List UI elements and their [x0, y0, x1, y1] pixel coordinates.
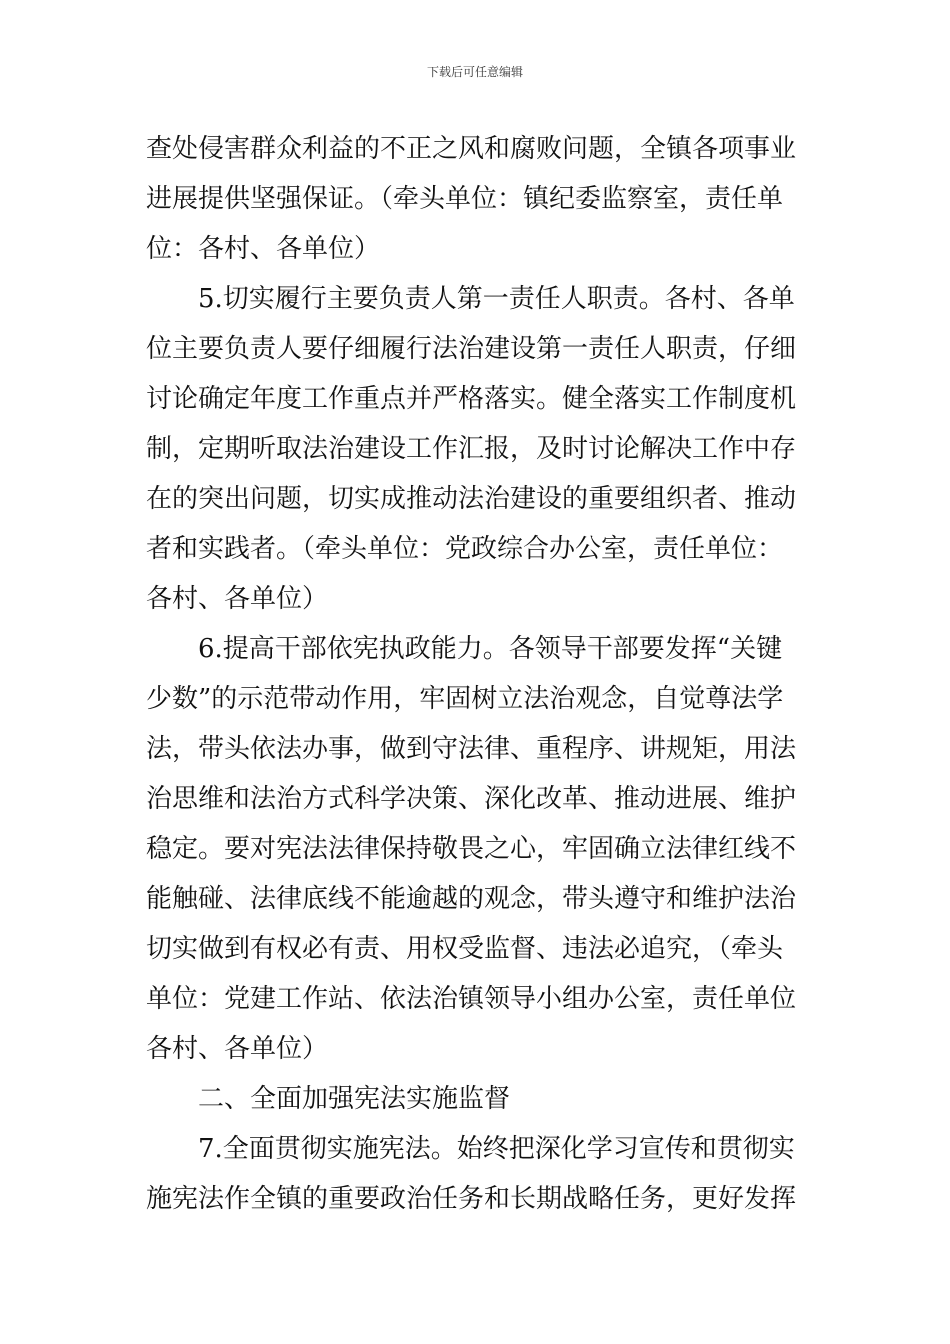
text-line: 稳定。要对宪法法律保持敬畏之心，牢固确立法律红线不	[146, 834, 797, 864]
text-line: 治思维和法治方式科学决策、深化改革、推动进展、维护	[146, 784, 797, 814]
text-line: 位主要负责人要仔细履行法治建设第一责任人职责，仔细	[146, 334, 797, 364]
document-body	[146, 124, 808, 1224]
text-line: 制，定期听取法治建设工作汇报，及时讨论解决工作中存	[146, 434, 797, 464]
text-line: 位：各村、各单位）	[146, 234, 381, 264]
text-line: 法，带头依法办事，做到守法律、重程序、讲规矩，用法	[146, 734, 797, 764]
paragraph-start-item-6: 6.提高干部依宪执政能力。各领导干部要发挥“关键	[198, 634, 783, 664]
text-line: 施宪法作全镇的重要政治任务和长期战略任务，更好发挥	[146, 1184, 797, 1214]
text-line: 者和实践者。（牵头单位：党政综合办公室，责任单位：	[146, 534, 784, 564]
text-line: 少数”的示范带动作用，牢固树立法治观念，自觉尊法学	[146, 684, 784, 714]
text-line: 切实做到有权必有责、用权受监督、违法必追究，（牵头	[146, 934, 784, 964]
text-line: 查处侵害群众利益的不正之风和腐败问题，全镇各项事业	[146, 134, 797, 164]
page-header: 下载后可任意编辑	[426, 65, 523, 79]
section-heading: 二、全面加强宪法实施监督	[198, 1084, 511, 1114]
text-line: 单位：党建工作站、依法治镇领导小组办公室，责任单位	[146, 984, 797, 1014]
text-line: 进展提供坚强保证。（牵头单位：镇纪委监察室，责任单	[146, 184, 784, 214]
text-line: 在的突出问题，切实成推动法治建设的重要组织者、推动	[146, 484, 797, 514]
paragraph-start-item-5: 5.切实履行主要负责人第一责任人职责。各村、各单	[198, 284, 795, 314]
text-line: 能触碰、法律底线不能逾越的观念，带头遵守和维护法治	[146, 884, 797, 914]
text-line: 各村、各单位）	[146, 584, 329, 614]
paragraph-start-item-7: 7.全面贯彻实施宪法。始终把深化学习宣传和贯彻实	[198, 1134, 795, 1164]
text-line: 各村、各单位）	[146, 1034, 329, 1064]
text-line: 讨论确定年度工作重点并严格落实。健全落实工作制度机	[146, 384, 797, 414]
